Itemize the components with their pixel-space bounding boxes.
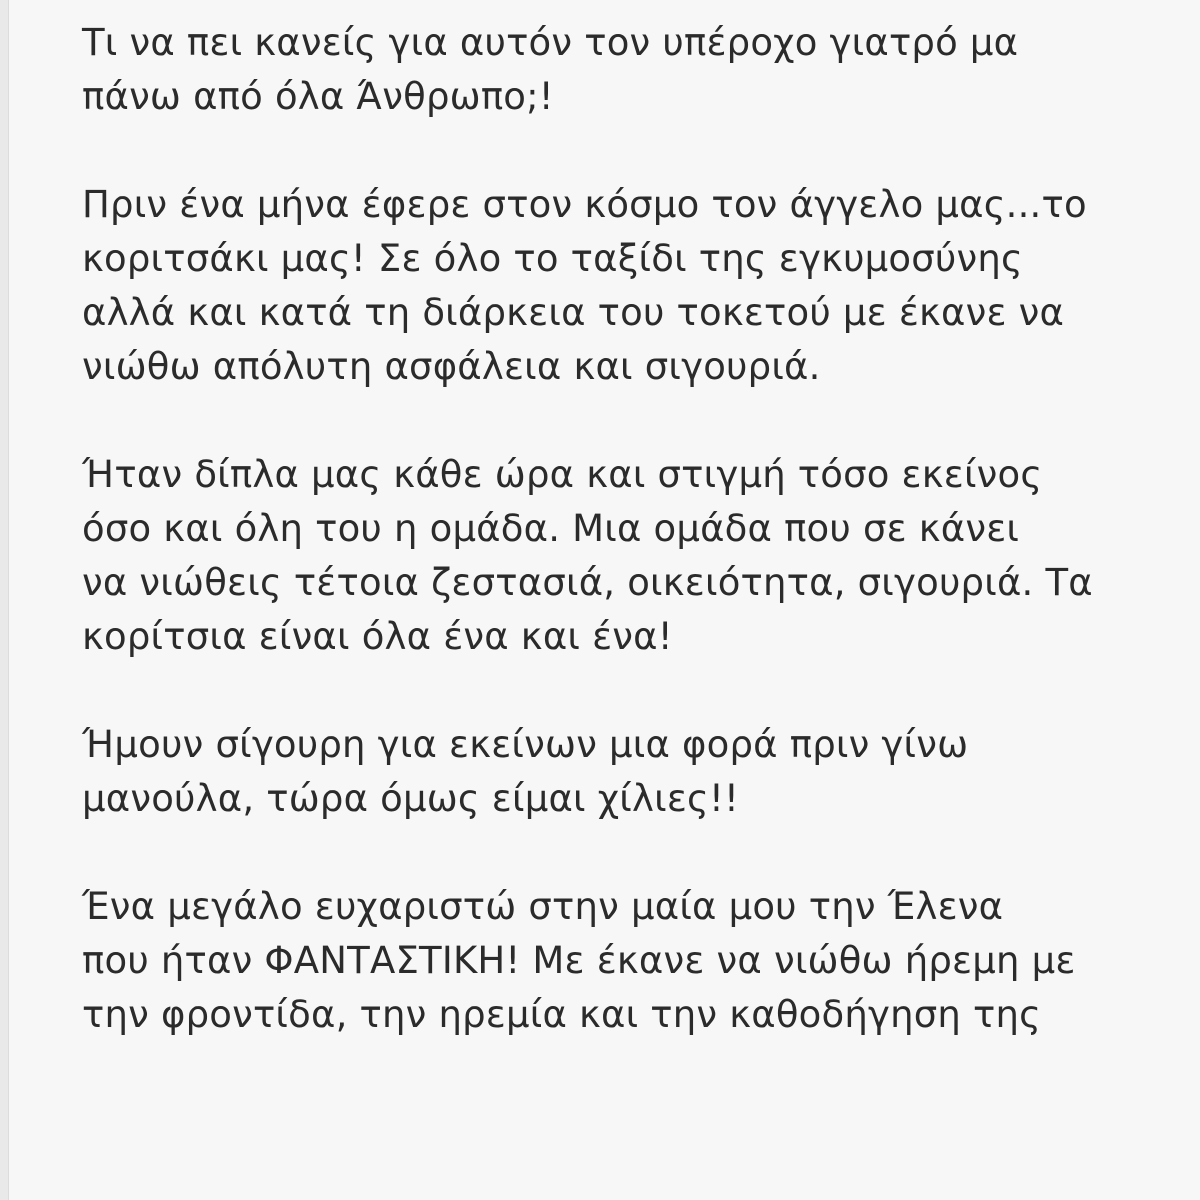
- text-line: Ήταν δίπλα μας κάθε ώρα και στιγμή τόσο εκείνος: [82, 453, 1043, 496]
- text-line: Ένα μεγάλο ευχαριστώ στην μαία μου την Έλενα: [82, 885, 1004, 928]
- paragraph-3: [82, 448, 1172, 664]
- text-line: Τι να πει κανείς για αυτόν τον υπέροχο γιατρό μα: [82, 21, 1019, 64]
- text-line: που ήταν ΦΑΝΤΑΣΤΙΚΗ! Με έκανε να νιώθω ήρεμη με: [82, 939, 1076, 982]
- text-line: την φροντίδα, την ηρεμία και την καθοδήγηση της: [82, 993, 1042, 1036]
- left-border: [0, 0, 9, 1200]
- text-line: πάνω από όλα Άνθρωπο;!: [82, 75, 554, 118]
- review-text: [82, 0, 1172, 1096]
- paragraph-5: [82, 880, 1172, 1042]
- text-line: μανούλα, τώρα όμως είμαι χίλιες!!: [82, 777, 740, 820]
- text-line: να νιώθεις τέτοια ζεστασιά, οικειότητα, σιγουριά. Τα: [82, 561, 1093, 604]
- text-line: κοριτσάκι μας! Σε όλο το ταξίδι της εγκυμοσύνης: [82, 237, 1023, 280]
- text-line: νιώθω απόλυτη ασφάλεια και σιγουριά.: [82, 345, 821, 388]
- text-line: κορίτσια είναι όλα ένα και ένα!: [82, 615, 673, 658]
- text-line: Πριν ένα μήνα έφερε στον κόσμο τον άγγελο μας...το: [82, 183, 1087, 226]
- text-line: αλλά και κατά τη διάρκεια του τοκετού με έκανε να: [82, 291, 1065, 334]
- text-line: Ήμουν σίγουρη για εκείνων μια φορά πριν γίνω: [82, 723, 969, 766]
- paragraph-1: [82, 0, 1172, 124]
- paragraph-2: [82, 178, 1172, 394]
- text-line: [82, 0, 1172, 16]
- paragraph-4: [82, 718, 1172, 826]
- text-line: όσο και όλη του η ομάδα. Μια ομάδα που σε κάνει: [82, 507, 1020, 550]
